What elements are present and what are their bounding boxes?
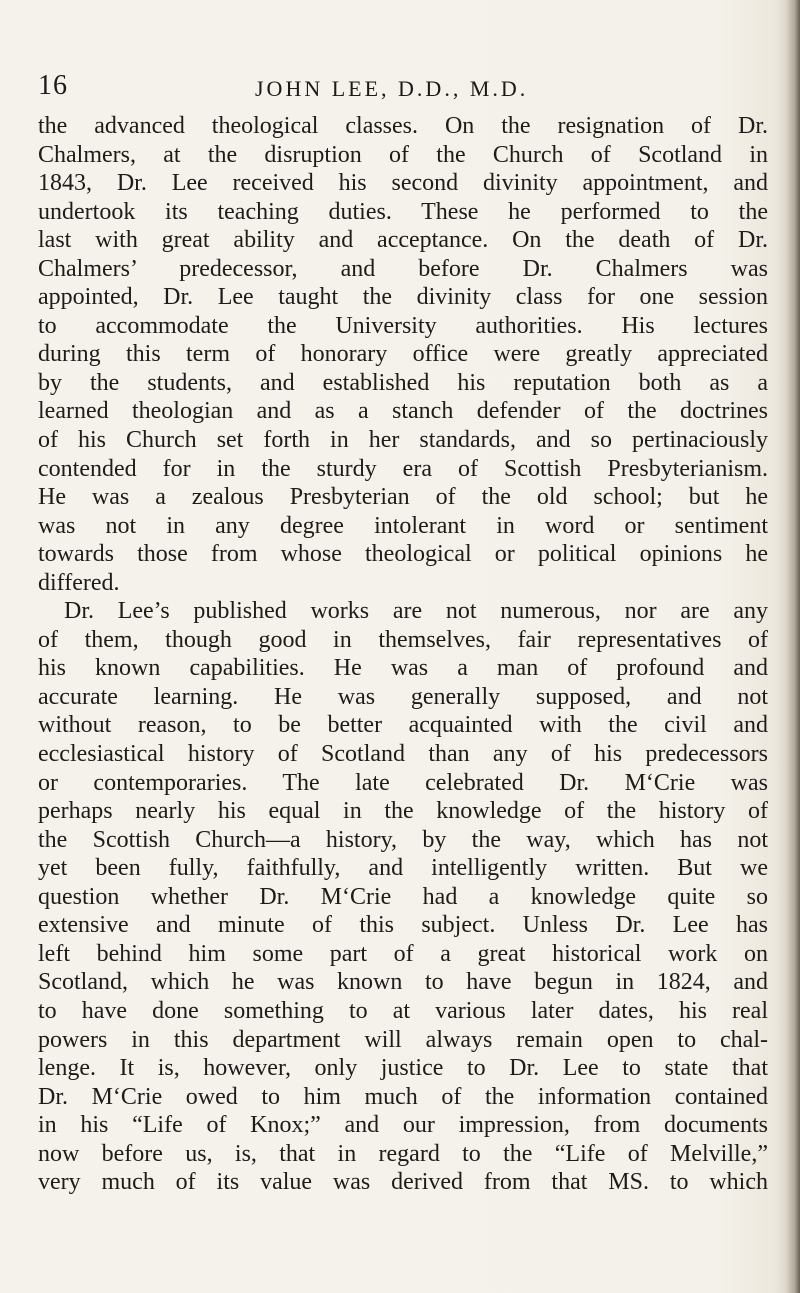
text-line: or contemporaries. The late celebrated Dr. M‘Crie was [38,769,768,796]
text-line: undertook its teaching duties. These he performed to the [38,198,768,225]
text-line: He was a zealous Presbyterian of the old school; but he [38,484,768,511]
text-line: contended for in the sturdy era of Scottish Presbyterianism. [38,455,768,482]
text-line: during this term of honorary office were greatly appreciated [38,341,768,368]
page-header [0,70,800,110]
text-line: by the students, and established his reputation both as a [38,369,768,396]
text-line: Scotland, which he was known to have begun in 1824, and [38,969,768,996]
body-text [38,112,768,1197]
running-head: JOHN LEE, D.D., M.D. [255,76,529,101]
text-line: the advanced theological classes. On the resignation of Dr. [38,113,768,139]
text-line: appointed, Dr. Lee taught the divinity class for one session [38,284,768,311]
text-line: of them, though good in themselves, fair representatives of [38,626,768,653]
text-line: lenge. It is, however, only justice to Dr. Lee to state that [38,1055,768,1082]
text-line: was not in any degree intolerant in word or sentiment [38,512,768,539]
text-line: ecclesiastical history of Scotland than any of his predecessors [38,741,768,768]
text-line: without reason, to be better acquainted with the civil and [38,712,768,739]
text-line: Chalmers, at the disruption of the Church of Scotland in [38,141,768,168]
text-line: last with great ability and acceptance. On the death of Dr. [38,227,768,254]
text-line: powers in this department will always remain open to chal- [38,1026,768,1053]
text-line: the Scottish Church—a history, by the way, which has not [38,826,768,853]
page-number: 16 [38,70,68,101]
text-line: accurate learning. He was generally supposed, and not [38,683,768,710]
text-line: to accommodate the University authorities. His lectures [38,312,768,339]
text-line: to have done something to at various later dates, his real [38,997,768,1024]
text-line: extensive and minute of this subject. Unless Dr. Lee has [38,912,768,939]
text-line: in his “Life of Knox;” and our impression, from documents [38,1112,768,1139]
text-line: towards those from whose theological or political opinions he [38,541,768,568]
text-line: yet been fully, faithfully, and intelligently written. But we [38,855,768,882]
text-line: now before us, is, that in regard to the “Life of Melville,” [38,1140,768,1167]
text-line: of his Church set forth in her standards, and so pertinaciously [38,427,768,454]
text-line: Dr. M‘Crie owed to him much of the information contained [38,1083,768,1110]
page-edge-shadow [786,0,800,1293]
text-line: Dr. Lee’s published works are not numerous, nor are any [64,598,768,625]
text-line: question whether Dr. M‘Crie had a knowledge quite so [38,883,768,910]
text-line: very much of its value was derived from that MS. to which [38,1169,768,1196]
text-line: Chalmers’ predecessor, and before Dr. Chalmers was [38,255,768,282]
text-line: perhaps nearly his equal in the knowledge of the history of [38,798,768,825]
text-line: left behind him some part of a great historical work on [38,940,768,967]
text-line: learned theologian and as a stanch defender of the doctrines [38,398,768,425]
text-line: 1843, Dr. Lee received his second divinity appointment, and [38,170,768,197]
text-line: differed. [38,569,120,596]
text-line: his known capabilities. He was a man of profound and [38,655,768,682]
